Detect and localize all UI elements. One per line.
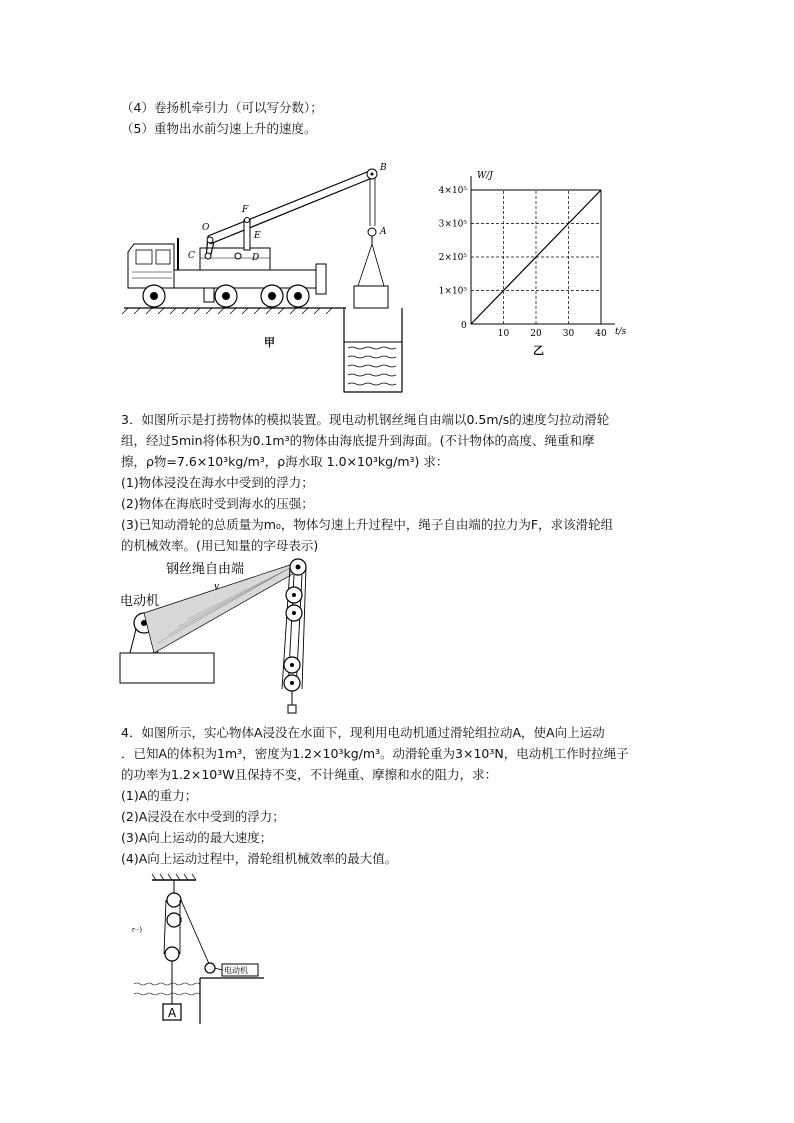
- q4-sub4: (4)A向上运动过程中，滑轮组机械效率的最大值。: [121, 851, 398, 866]
- q3-sub1: (1)物体浸没在海水中受到的浮力；: [121, 475, 314, 490]
- label-f: F: [242, 205, 249, 215]
- q4-sub1: (1)A的重力；: [121, 788, 198, 803]
- y-tick-label: 2×10⁵: [438, 253, 467, 263]
- x-tick-label: 10: [497, 329, 510, 339]
- q4-line1: 4．如图所示，实心物体A浸没在水面下，现利用电动机通过滑轮组拉动A，使A向上运动: [121, 725, 605, 740]
- motor-label-2: 电动机: [224, 966, 248, 975]
- y-axis-label: W/J: [477, 171, 493, 181]
- y-tick-label: 4×10⁵: [438, 186, 467, 196]
- q2-part4: （4）卷扬机牵引力（可以写分数）；: [121, 100, 323, 115]
- label-c: C: [188, 251, 195, 261]
- x-tick-label: 40: [595, 329, 607, 339]
- y-tick-label: 1×10⁵: [438, 286, 467, 297]
- q4-line2: ．已知A的体积为1m³，密度为1.2×10³kg/m³。动滑轮重为3×10³N，电动机工作时拉绳子: [121, 746, 629, 761]
- q3-sub3b: 的机械效率。(用已知量的字母表示): [121, 538, 319, 553]
- caption-jia: 甲: [264, 336, 275, 349]
- pulley-motor-figure: [130, 872, 270, 1024]
- q3-line3: 擦，ρ物=7.6×10³kg/m³，ρ海水取 1.0×10³kg/m³) 求：: [121, 454, 449, 469]
- caption-yi: 乙: [533, 344, 544, 357]
- q3-line1: 3．如图所示是打捞物体的模拟装置。现电动机钢丝绳自由端以0.5m/s的速度匀拉动滑轮: [121, 412, 610, 427]
- q3-sub3a: (3)已知动滑轮的总质量为m₀，物体匀速上升过程中，绳子自由端的拉力为F，求该滑轮组: [121, 517, 614, 532]
- x-tick-label: 30: [562, 329, 575, 339]
- label-o: O: [202, 223, 210, 233]
- label-a: A: [380, 227, 387, 237]
- x-axis-label: t/s: [615, 327, 627, 337]
- q3-sub2: (2)物体在海底时受到海水的压强；: [121, 496, 314, 511]
- label-e: E: [254, 231, 261, 241]
- velocity-label: v: [214, 582, 220, 592]
- motor-label: 电动机: [120, 594, 160, 609]
- work-time-chart: [425, 168, 635, 358]
- y-tick-label: 3×10⁵: [438, 219, 467, 230]
- q4-sub3: (3)A向上运动的最大速度；: [121, 830, 273, 845]
- svg-text:r··): r··): [132, 926, 143, 934]
- origin-label: 0: [461, 321, 467, 331]
- q2-part5: （5）重物出水前匀速上升的速度。: [121, 121, 317, 136]
- object-a-label: A: [168, 1006, 177, 1020]
- hoist-figure: [118, 555, 328, 723]
- x-tick-label: 20: [530, 329, 542, 339]
- q3-line2: 组，经过5min将体积为0.1m³的物体由海底提升到海面。(不计物体的高度、绳重和摩: [121, 433, 595, 448]
- q4-line3: 的功率为1.2×10³W且保持不变，不计绳重、摩擦和水的阻力，求：: [121, 767, 498, 782]
- label-b: B: [380, 163, 387, 173]
- q4-sub2: (2)A浸没在水中受到的浮力；: [121, 809, 285, 824]
- rope-free-end-label: 钢丝绳自由端: [166, 562, 245, 577]
- crane-figure: [118, 160, 408, 400]
- label-d: D: [252, 253, 260, 263]
